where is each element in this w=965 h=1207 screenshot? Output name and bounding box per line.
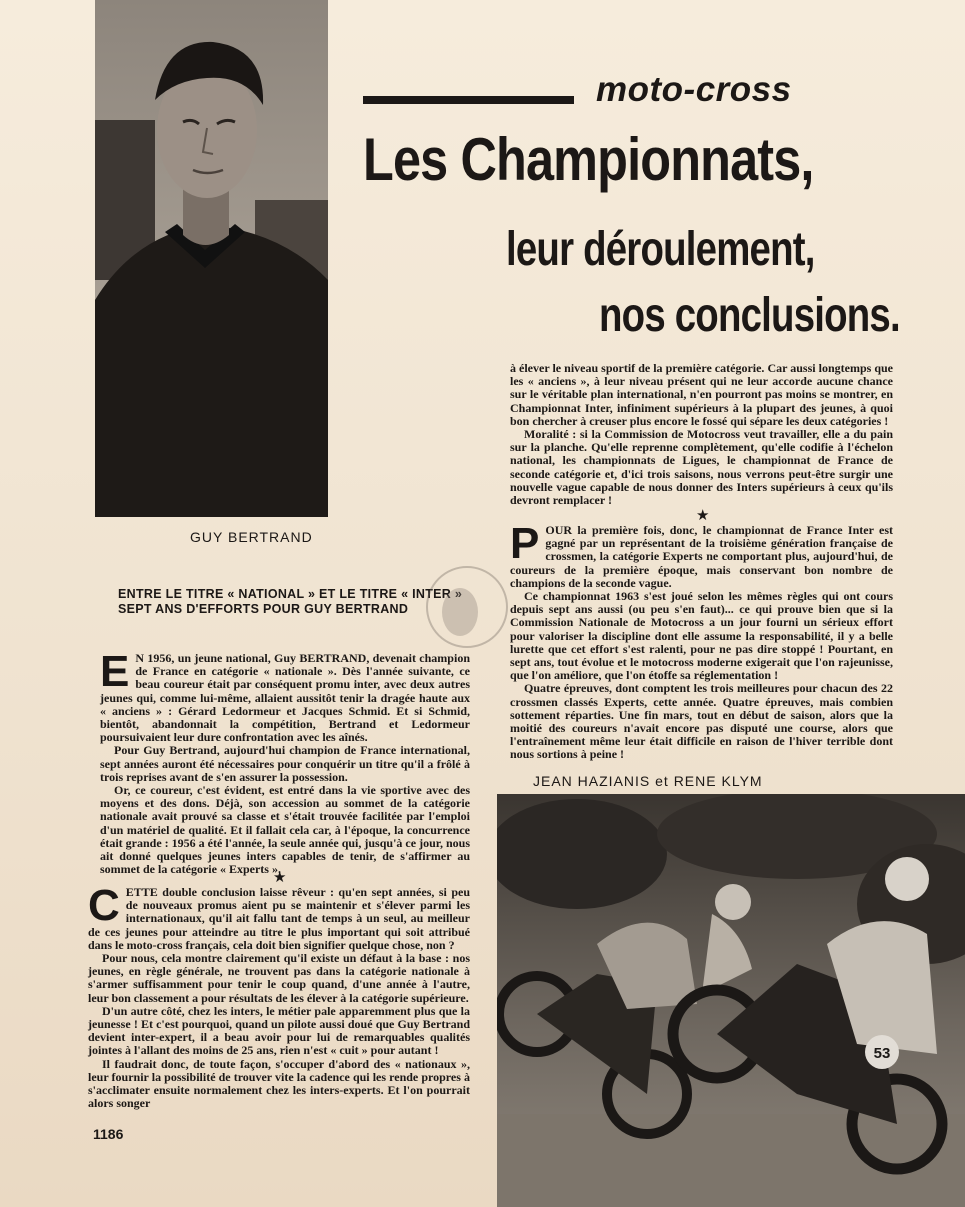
article-subheading: ENTRE LE TITRE « NATIONAL » ET LE TITRE « INTER » SEPT ANS D'EFFORTS POUR GUY BERTRAND <box>118 587 463 616</box>
right-column-part1 <box>510 362 893 507</box>
race-number: 53 <box>873 1045 891 1062</box>
paragraph: Or, ce coureur, c'est évident, est entré dans la vie sportive avec des moyens et des dons. Déjà, son accession au sommet de la catégorie nationale avait prouvé sa classe et s'était trouvée facilitée par l'emploi d'un matériel de qualité. Et il fallait cela car, à l'époque, la concurrence était grande : 1956 a été l'année, la seule année qui, jusqu'à ce jour, nous ait donné quelques jeunes inters capables de tenir, de s'affirmer au sommet de la catégorie « Experts ». <box>100 783 470 877</box>
headline-line-1: Les Championnats, <box>363 126 814 193</box>
drop-cap-e: E <box>100 647 130 696</box>
paragraph: ETTE double conclusion laisse rêveur : qu'en sept années, si peu de nouveaux promus aient pu se maintenir et s'élever parmi les internationaux, qu'il ait fallu tant de temps à un seul, au meilleur de ces jeunes pour atteindre au titre le plus important qui soit attribué dans le moto-cross français, cela doit bien signifier quelque chose, non ? <box>88 885 470 952</box>
separator-star: ★ <box>696 506 710 524</box>
header-rule <box>363 96 574 104</box>
paragraph: OUR la première fois, donc, le championnat de France Inter est gagné par un représentant de la troisième génération française de crossmen, la catégorie Experts ne comportant plus, aujourd'hui, de coureurs de la première époque, mais conservant bon nombre de champions de la seconde vague. <box>510 523 893 590</box>
headline-line-3: nos conclusions. <box>599 289 900 342</box>
article-byline: JEAN HAZIANIS et RENE KLYM <box>533 773 763 789</box>
paragraph: Quatre épreuves, dont comptent les trois meilleures pour chacun des 22 crossmen classés Experts, cette année. Quatre épreuves, mais combien sottement réparties. Une fin mars, tout en début de saison, alors que la moitié des coureurs n'avait encore pas disputé une course, alors que l'entraînement même leur était difficile en raison de l'hiver terrible dont nous sortions à peine ! <box>510 681 893 762</box>
paragraph: Moralité : si la Commission de Motocross veut travailler, elle a du pain sur la planche. Qu'elle reprenne complètement, qu'elle codifie à l'échelon national, les championnats de Ligues, le championnat de France de seconde catégorie et, d'ici trois saisons, nous verrons peut-être surgir une nouvelle vague capable de nous donner des Inters supérieurs à ceux qu'ils devront remplacer ! <box>510 427 893 508</box>
section-kicker: moto-cross <box>596 70 792 109</box>
right-column-part2 <box>510 519 893 762</box>
separator-star: ★ <box>273 868 287 886</box>
library-stamp <box>420 560 515 655</box>
drop-cap-p: P <box>510 519 540 568</box>
left-column-part1 <box>100 647 470 877</box>
paragraph: Pour Guy Bertrand, aujourd'hui champion de France international, sept années auront été nécessaires pour conquérir un titre qu'il a frôlé à trois reprises avant de s'en assurer la possession. <box>100 743 470 784</box>
page-number: 1186 <box>93 1126 124 1142</box>
paragraph: D'un autre côté, chez les inters, le métier pale apparemment plus que la jeunesse ! Et c'est pourquoi, quand un pilote aussi doué que Guy Bertrand devient inter-expert, il a beau avoir pour lui de remarquables qualités jointes à l'allant des moins de 25 ans, rien n'est « cuit » pour autant ! <box>88 1003 470 1058</box>
headline-line-2: leur déroulement, <box>506 223 815 276</box>
portrait-photo <box>95 0 328 517</box>
motocross-action-photo <box>497 794 965 1207</box>
paragraph: à élever le niveau sportif de la première catégorie. Car aussi longtemps que les « anciens », à leur niveau présent qui ne leur accorde aucune chance sur le véritable plan international, n'en pourront pas moins se montrer, en Championnat Inter, infiniment supérieurs à la plupart des jeunes, à quoi bon chercher à creuser plus encore le fossé qui sépare les deux catégories ! <box>510 361 893 428</box>
drop-cap-c: C <box>88 881 120 930</box>
paragraph: Il faudrait donc, de toute façon, s'occuper d'abord des « nationaux », leur fournir la possibilité de trouver vite la cadence qui les rende propres à s'acclimater ensuite normalement chez les inters-experts. Et l'on pourrait alors songer <box>88 1056 470 1111</box>
paragraph: N 1956, un jeune national, Guy BERTRAND, devenait champion de France en catégorie « nationale ». Dès l'année suivante, ce beau coureur était par conséquent promu inter, avec deux autres jeunes qui, comme lui-même, allaient aussitôt tenir la dragée haute aux « anciens » : Gérard Ledormeur et Jacques Schmid. Et si Schmid, bientôt, abandonnait la compétition, Bertrand et Ledormeur poursuivaient leur dure confrontation avec les aînés. <box>100 651 470 745</box>
photo-caption: GUY BERTRAND <box>190 529 313 545</box>
paragraph: Ce championnat 1963 s'est joué selon les mêmes règles qui ont cours depuis sept ans aussi (ou peu s'en faut)... ce qui prouve bien que si la Commission Nationale de Motocross a un jour fourni un sérieux effort pour valoriser la discipline dont elle assume la responsabilité, il y a belle lurette que cet effort s'est ralenti, pour ne pas dire stoppé ! Pourtant, en sept ans, tout évolue et le motocross moderne exigerait que l'on rajeunisse, que l'on améliore, que l'on étoffe sa réglementation ! <box>510 589 893 683</box>
paragraph: Pour nous, cela montre clairement qu'il existe un défaut à la base : nos jeunes, en règle générale, ne trouvent pas dans la catégorie nationale à s'armer suffisamment pour tenir le coup quand, d'une année à l'autre, leur bon classement a pour résultats de les élever à la catégorie supérieure. <box>88 951 470 1005</box>
left-column-part2 <box>88 881 470 1111</box>
